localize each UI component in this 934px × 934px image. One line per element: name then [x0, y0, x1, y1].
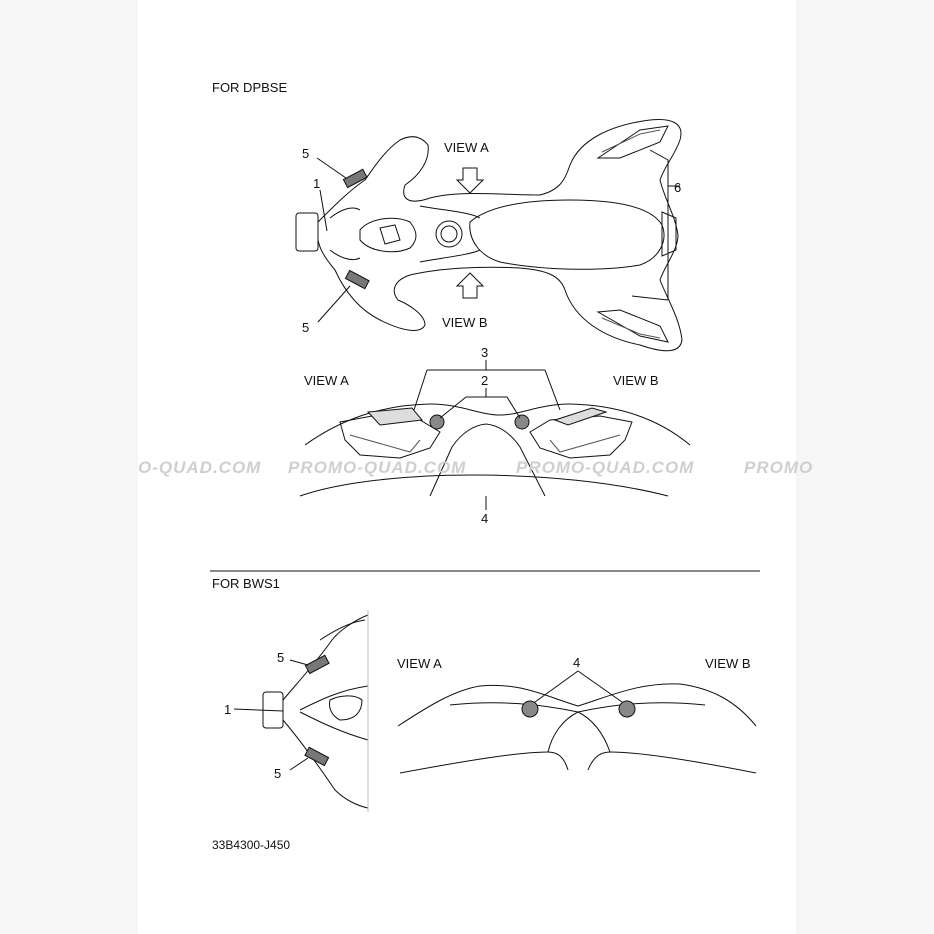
callout-6: 6 — [674, 180, 682, 195]
view-a-arrow — [457, 168, 483, 193]
bws1-callout-5-top: 5 — [277, 650, 285, 665]
bws1-view-a-label: VIEW A — [397, 656, 442, 671]
watermark-1: O-QUAD.COM — [138, 458, 262, 477]
callout-1: 1 — [313, 176, 321, 191]
bws1-leader-4-right — [578, 671, 622, 702]
bws1-leader-5-bottom — [290, 758, 308, 770]
seat — [470, 200, 664, 269]
fuel-cap — [436, 221, 462, 247]
bws1-decal-5-bottom — [305, 747, 329, 765]
bws1-leader-1 — [234, 709, 283, 711]
detail-view-a-label: VIEW A — [304, 373, 349, 388]
bws1-detail-view — [398, 671, 756, 773]
decal-5-bottom — [345, 270, 369, 288]
watermark-4: PROMO — [744, 458, 814, 477]
view-b-arrow — [457, 273, 483, 298]
bws1-callout-1: 1 — [224, 702, 232, 717]
bws1-center-tab — [548, 712, 610, 752]
emblem-right — [515, 415, 529, 429]
bws1-callout-5-bottom: 5 — [274, 766, 282, 781]
callout-5-top: 5 — [302, 146, 310, 161]
bws1-view-b-label: VIEW B — [705, 656, 751, 671]
callout-3: 3 — [481, 345, 489, 360]
bws1-leader-5-top — [290, 660, 308, 665]
atv-top-view — [296, 120, 682, 351]
callout-2: 2 — [481, 373, 489, 388]
leader-1 — [320, 190, 327, 231]
view-b-label: VIEW B — [442, 315, 488, 330]
part-code: 33B4300-J450 — [212, 838, 291, 852]
detail-view-b-label: VIEW B — [613, 373, 659, 388]
section-title-dpbse: FOR DPBSE — [212, 80, 288, 95]
section-title-bws1: FOR BWS1 — [212, 576, 280, 591]
fuel-cap-inner — [441, 226, 457, 242]
bws1-emblem-right — [619, 701, 635, 717]
bws1-leader-4-left — [535, 671, 578, 702]
bws1-emblem-left — [522, 701, 538, 717]
callout-4: 4 — [481, 511, 489, 526]
front-bumper — [296, 213, 318, 251]
bws1-headlight-pod — [329, 696, 362, 720]
bws1-top-view — [234, 610, 368, 812]
bws1-callout-4: 4 — [573, 655, 581, 670]
bws1-decal-5-top — [305, 655, 329, 673]
right-graphic — [530, 416, 632, 458]
fender-lower-edge — [300, 475, 668, 496]
leader-5-bottom — [318, 286, 350, 322]
view-a-label: VIEW A — [444, 140, 489, 155]
left-graphic-stripe — [368, 408, 422, 425]
headlight — [380, 225, 400, 244]
headlight-pod — [360, 218, 416, 251]
watermark-2: PROMO-QUAD.COM — [288, 458, 467, 477]
fender-outline — [318, 120, 682, 351]
callout-5-bottom: 5 — [302, 320, 310, 335]
decal-5-top — [343, 169, 367, 187]
watermark-3: PROMO-QUAD.COM — [516, 458, 695, 477]
bws1-fender-outline — [283, 615, 368, 808]
leader-5-top — [317, 158, 346, 178]
